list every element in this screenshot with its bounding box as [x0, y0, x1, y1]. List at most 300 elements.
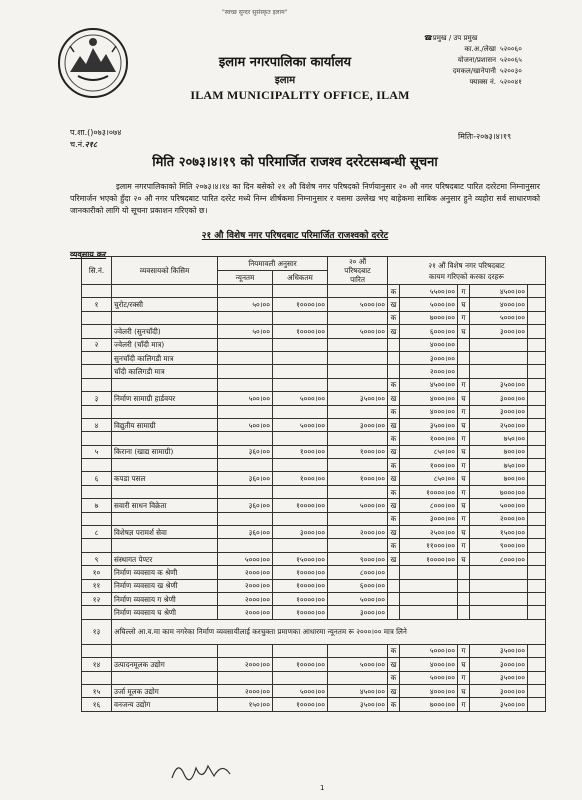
contact-value: ५२००६० — [500, 45, 522, 53]
table-row — [82, 658, 546, 671]
row-spacer — [528, 485, 546, 498]
row-grade-a — [388, 592, 400, 605]
row-business: उत्पादनमूलक उद्योग — [112, 658, 218, 671]
row-spacer — [528, 432, 546, 445]
row-grade-b — [458, 579, 470, 592]
contact-value: ५२००६५ — [500, 56, 522, 64]
row-max: ३०००।०० — [273, 526, 328, 539]
contact-row — [424, 44, 544, 55]
row-grade-a-value: ४५००।०० — [400, 378, 458, 391]
row-spacer — [528, 592, 546, 605]
row-max — [273, 378, 328, 391]
row-grade-b-value: २५००।०० — [470, 418, 528, 431]
row-sn — [82, 671, 112, 684]
row-grade-b: घ — [458, 472, 470, 485]
row-council20: १०००।०० — [328, 472, 388, 485]
row-max: १००००।०० — [273, 499, 328, 512]
row-grade-a: क — [388, 644, 400, 657]
row-spacer — [528, 539, 546, 552]
row-sn: ६ — [82, 472, 112, 485]
row-grade-a-value: ३०००।०० — [400, 351, 458, 364]
row-grade-a-value: ३०००।०० — [400, 512, 458, 525]
row-grade-a-value: ८५०।०० — [400, 445, 458, 458]
row-spacer — [528, 472, 546, 485]
table-row — [82, 392, 546, 405]
row-business: चुरोट/रक्सी — [112, 298, 218, 311]
row-grade-b-value: ९०००।०० — [470, 539, 528, 552]
row-sn: ९ — [82, 552, 112, 565]
row-grade-a-value: ७०००।०० — [400, 311, 458, 324]
header-council20 — [328, 257, 388, 285]
row-grade-a: क — [388, 459, 400, 472]
row-max — [273, 311, 328, 324]
row-business — [112, 539, 218, 552]
row-sn — [82, 378, 112, 391]
row-council20: ४५००।०० — [328, 684, 388, 697]
row-grade-b-value: ३०००।०० — [470, 325, 528, 338]
row-grade-a: क — [388, 671, 400, 684]
contact-row — [424, 55, 544, 66]
row-grade-b-value — [470, 579, 528, 592]
row-grade-b — [458, 606, 470, 619]
row-min: ५०।०० — [218, 298, 273, 311]
table-row — [82, 405, 546, 418]
row-spacer — [528, 285, 546, 298]
row-grade-b: घ — [458, 552, 470, 565]
row-sn — [82, 539, 112, 552]
row-business: सवारी साधन विक्रेता — [112, 499, 218, 512]
row-business — [112, 311, 218, 324]
row-grade-a: ख — [388, 526, 400, 539]
row-min — [218, 405, 273, 418]
row-grade-a: क — [388, 512, 400, 525]
row-grade-b — [458, 592, 470, 605]
row-grade-b: ग — [458, 378, 470, 391]
row-business — [112, 459, 218, 472]
row-council20: ६०००।०० — [328, 579, 388, 592]
row-max — [273, 432, 328, 445]
row-grade-b-value: ३५००।०० — [470, 698, 528, 711]
row-grade-a-value — [400, 592, 458, 605]
row-max — [273, 512, 328, 525]
header-sn: सि.नं. — [82, 257, 112, 285]
contact-label: दमकल/खानेपानी — [452, 67, 496, 75]
table-row — [82, 351, 546, 364]
row-grade-b-value: ८०००।०० — [470, 552, 528, 565]
contact-value: ५२००३० — [500, 67, 522, 75]
row-grade-b: घ — [458, 499, 470, 512]
row-grade-b: ग — [458, 671, 470, 684]
row-sn — [82, 405, 112, 418]
row-max: ५०००।०० — [273, 392, 328, 405]
row-council20: ५०००।०० — [328, 325, 388, 338]
row-grade-b: ग — [458, 698, 470, 711]
row-grade-b-value: ३०००।०० — [470, 405, 528, 418]
row-max: १५०००।०० — [273, 552, 328, 565]
row-grade-b: ग — [458, 512, 470, 525]
row-business: निर्माण व्यवसाय क श्रेणी — [112, 566, 218, 579]
row-grade-b: ग — [458, 485, 470, 498]
row-grade-b-value — [470, 338, 528, 351]
row-min: २०००।०० — [218, 579, 273, 592]
table-subheading: २१ औ विशेष नगर परिषदबाट परिमार्जित राजश्वको दररेट — [201, 231, 389, 241]
row-spacer — [528, 405, 546, 418]
row-grade-a-value: २५००।०० — [400, 526, 458, 539]
issue-date — [458, 131, 511, 142]
header-max: अधिकतम — [273, 271, 328, 285]
row-grade-b — [458, 351, 470, 364]
row-grade-b-value: ३५००।०० — [470, 671, 528, 684]
row-min — [218, 378, 273, 391]
row-council20 — [328, 459, 388, 472]
row-council20 — [328, 338, 388, 351]
row-grade-a-value: ८०००।०० — [400, 499, 458, 512]
ps-label: प.शा.( — [70, 128, 91, 137]
row-council20: ५०००।०० — [328, 298, 388, 311]
row-grade-a: क — [388, 539, 400, 552]
row-grade-a: क — [388, 378, 400, 391]
row-min: २०००।०० — [218, 684, 273, 697]
table-row — [82, 619, 546, 644]
row-council20 — [328, 644, 388, 657]
row-council20 — [328, 671, 388, 684]
row-grade-a: क — [388, 432, 400, 445]
row-grade-a-value: ७०००।०० — [400, 698, 458, 711]
row-grade-b-value: ३०००।०० — [470, 392, 528, 405]
row-max: ५०००।०० — [273, 418, 328, 431]
row-grade-b-value: ४०००।०० — [470, 298, 528, 311]
row-grade-b: घ — [458, 298, 470, 311]
row-sn — [82, 459, 112, 472]
row-max: १००००।०० — [273, 579, 328, 592]
row-grade-a — [388, 606, 400, 619]
row-sn: १६ — [82, 698, 112, 711]
row-council20: ३५००।०० — [328, 698, 388, 711]
row-grade-a-value: ५५००।०० — [400, 285, 458, 298]
contact-label: ☎प्रमुख / उप प्रमुख — [424, 34, 478, 42]
row-grade-a: ख — [388, 325, 400, 338]
office-place-nepali: इलाम — [274, 75, 296, 86]
row-min — [218, 351, 273, 364]
row-council20: ५०००।०० — [328, 658, 388, 671]
row-grade-b-value — [470, 606, 528, 619]
ps-value: )०७३।०७४ — [90, 128, 122, 137]
row-grade-b: घ — [458, 658, 470, 671]
row-sn — [82, 365, 112, 378]
row-min: ३६०।०० — [218, 499, 273, 512]
row-business: किराना (खाद्य सामाग्री) — [112, 445, 218, 458]
row-grade-a: ख — [388, 392, 400, 405]
row-council20 — [328, 365, 388, 378]
row-sn — [82, 512, 112, 525]
row-min: ५००।०० — [218, 392, 273, 405]
row-grade-a-value: २०००।०० — [400, 365, 458, 378]
row-council20 — [328, 285, 388, 298]
row-min: १५०।०० — [218, 698, 273, 711]
row-max: १००००।०० — [273, 658, 328, 671]
office-title-nepali: इलाम नगरपालिका कार्यालय — [218, 55, 352, 70]
row-council20: ५०००।०० — [328, 499, 388, 512]
row-spacer — [528, 338, 546, 351]
row-business — [112, 378, 218, 391]
row-max: १०००।०० — [273, 472, 328, 485]
row-sn: १३ — [82, 619, 112, 644]
row-min — [218, 311, 273, 324]
row-grade-a-value: १०००।०० — [400, 432, 458, 445]
tax-rate-table — [81, 256, 546, 712]
row-grade-b: ग — [458, 405, 470, 418]
row-sn: २ — [82, 338, 112, 351]
row-council20: ९०००।०० — [328, 552, 388, 565]
row-spacer — [528, 552, 546, 565]
row-business: निर्माण व्यवसाय ग श्रेणी — [112, 592, 218, 605]
row-spacer — [528, 684, 546, 697]
row-max — [273, 338, 328, 351]
row-max — [273, 644, 328, 657]
row-spacer — [528, 566, 546, 579]
row-min: ३६०।०० — [218, 445, 273, 458]
row-grade-b-value — [470, 365, 528, 378]
row-grade-b: ग — [458, 285, 470, 298]
row-council20 — [328, 485, 388, 498]
row-business: विद्युतीय सामाग्री — [112, 418, 218, 431]
row-min — [218, 432, 273, 445]
row-spacer — [528, 325, 546, 338]
row-grade-a: क — [388, 485, 400, 498]
row-sn — [82, 285, 112, 298]
row-grade-b: घ — [458, 418, 470, 431]
row-sn — [82, 644, 112, 657]
row-grade-a-value: ४०००।०० — [400, 338, 458, 351]
row-sn — [82, 606, 112, 619]
row-grade-b-value: ५०००।०० — [470, 499, 528, 512]
row-grade-b — [458, 338, 470, 351]
ps-reference — [70, 127, 121, 138]
row-grade-a-value: ३५००।०० — [400, 418, 458, 431]
row-max: १०००।०० — [273, 445, 328, 458]
row-business — [112, 644, 218, 657]
row-min: ५०००।०० — [218, 552, 273, 565]
contact-row — [424, 77, 544, 88]
row-council20 — [328, 378, 388, 391]
row-grade-a — [388, 365, 400, 378]
contact-value — [500, 33, 544, 44]
row-grade-b: घ — [458, 325, 470, 338]
row-grade-a: ख — [388, 658, 400, 671]
row-business: ज्वेलरी (चाँदी मात्र) — [112, 338, 218, 351]
row-council20: १०००।०० — [328, 445, 388, 458]
row-grade-b: घ — [458, 392, 470, 405]
contact-label: योजना/प्रशासन — [457, 56, 496, 64]
row-grade-a-value: १००००।०० — [400, 485, 458, 498]
row-sn — [82, 432, 112, 445]
row-grade-a-value: ८५०।०० — [400, 472, 458, 485]
page-number: 1 — [320, 784, 325, 792]
row-sn: १ — [82, 298, 112, 311]
contact-label: फ्याक्स नं. — [469, 78, 496, 86]
row-business: ज्वेलरी (सुनचाँदी) — [112, 325, 218, 338]
row-sn — [82, 311, 112, 324]
row-grade-a-value: १००००।०० — [400, 552, 458, 565]
row-grade-a: ख — [388, 552, 400, 565]
row-min — [218, 512, 273, 525]
header-council20-line: २० औं — [348, 257, 367, 266]
row-spacer — [528, 512, 546, 525]
row-grade-a-value: १०००।०० — [400, 459, 458, 472]
row-min — [218, 338, 273, 351]
row-spacer — [528, 365, 546, 378]
table-row — [82, 459, 546, 472]
row-grade-b-value — [470, 351, 528, 364]
row-grade-a — [388, 579, 400, 592]
row-business: सुनचाँदी कालिगडी मात्र — [112, 351, 218, 364]
row-max: ५०००।०० — [273, 684, 328, 697]
row-grade-a: क — [388, 698, 400, 711]
row-grade-b: ग — [458, 459, 470, 472]
header-council20-line: परिषदबाट — [344, 266, 371, 275]
row-business: संस्थागत पेण्टर — [112, 552, 218, 565]
row-council20: ३५००।०० — [328, 392, 388, 405]
row-grade-a: ख — [388, 418, 400, 431]
cn-reference — [70, 139, 97, 150]
row-business — [112, 512, 218, 525]
row-grade-a: ख — [388, 298, 400, 311]
row-min: ५०।०० — [218, 325, 273, 338]
row-spacer — [528, 311, 546, 324]
row-grade-b-value — [470, 592, 528, 605]
table-row — [82, 365, 546, 378]
row-max — [273, 405, 328, 418]
table-row — [82, 552, 546, 565]
table-row — [82, 606, 546, 619]
row-grade-a-value: ४०००।०० — [400, 684, 458, 697]
row-sn — [82, 325, 112, 338]
row-business: निर्माण सामाग्री हार्डवयर — [112, 392, 218, 405]
contact-block — [424, 33, 544, 88]
row-grade-b: ग — [458, 432, 470, 445]
row-grade-b-value: ३०००।०० — [470, 684, 528, 697]
table-row — [82, 499, 546, 512]
row-spacer — [528, 671, 546, 684]
row-grade-a — [388, 338, 400, 351]
row-council20: ८०००।०० — [328, 566, 388, 579]
row-business — [112, 405, 218, 418]
row-grade-b: घ — [458, 684, 470, 697]
nepal-emblem-logo — [56, 26, 130, 100]
row-grade-b-value: २०००।०० — [470, 512, 528, 525]
table-row — [82, 298, 546, 311]
table-row — [82, 432, 546, 445]
row-sn: ४ — [82, 418, 112, 431]
row-grade-a-value: ५०००।०० — [400, 298, 458, 311]
row-spacer — [528, 445, 546, 458]
row-council20 — [328, 405, 388, 418]
row-min — [218, 285, 273, 298]
row-max: १००००।०० — [273, 325, 328, 338]
row-spacer — [528, 351, 546, 364]
row-max — [273, 539, 328, 552]
table-row — [82, 684, 546, 697]
row-max — [273, 351, 328, 364]
row-min: २०००।०० — [218, 566, 273, 579]
table-row — [82, 526, 546, 539]
header-council21-line: कायम गरिएको करका दरहरू — [429, 271, 504, 281]
row-spacer — [528, 606, 546, 619]
table-row — [82, 418, 546, 431]
row-council20: ३०००।०० — [328, 418, 388, 431]
row-business: विशेषज्ञ परामर्श सेवा — [112, 526, 218, 539]
header-council21-line: २१ औं विशेष नगर परिषदबाट — [428, 260, 505, 270]
contact-label: का.अ./लेखा — [464, 45, 496, 53]
row-grade-a-value: ४०००।०० — [400, 392, 458, 405]
row-grade-b — [458, 566, 470, 579]
row-business: निर्माण व्यवसाय ख श्रेणी — [112, 579, 218, 592]
contact-row — [424, 66, 544, 77]
row-spacer — [528, 298, 546, 311]
row-grade-b: ग — [458, 644, 470, 657]
row-grade-a-value — [400, 606, 458, 619]
row-sn: ७ — [82, 499, 112, 512]
row-min: २०००।०० — [218, 658, 273, 671]
row-max — [273, 485, 328, 498]
row-business — [112, 671, 218, 684]
row-spacer — [528, 392, 546, 405]
cn-value: २१८ — [84, 140, 98, 149]
row-council20 — [328, 432, 388, 445]
row-grade-b: घ — [458, 526, 470, 539]
row-business — [112, 485, 218, 498]
row-grade-a-value — [400, 579, 458, 592]
row-min — [218, 671, 273, 684]
table-row — [82, 285, 546, 298]
date-label: मितिः- — [458, 132, 476, 141]
row-note: अघिल्लो आ.व.मा काम नगरेका निर्माण व्यवसायीलाई करचुक्ता प्रमाणका आधारमा न्यूनतम रू २०००।०० मात्र लिने — [112, 619, 546, 644]
row-grade-b-value: ७००।०० — [470, 472, 528, 485]
row-sn: १५ — [82, 684, 112, 697]
row-business: चाँदी कालिगडी मात्र — [112, 365, 218, 378]
row-max: १००००।०० — [273, 698, 328, 711]
table-row — [82, 566, 546, 579]
row-business: वनजन्य उद्योग — [112, 698, 218, 711]
row-grade-a — [388, 566, 400, 579]
row-min — [218, 459, 273, 472]
row-grade-a: क — [388, 405, 400, 418]
table-row — [82, 472, 546, 485]
row-grade-a-value — [400, 566, 458, 579]
row-council20 — [328, 351, 388, 364]
table-row — [82, 644, 546, 657]
row-grade-b-value: ७००।०० — [470, 445, 528, 458]
row-grade-b-value — [470, 566, 528, 579]
row-grade-b-value: ४५००।०० — [470, 285, 528, 298]
row-grade-a: ख — [388, 684, 400, 697]
row-grade-b-value: ३५००।०० — [470, 378, 528, 391]
row-sn — [82, 351, 112, 364]
row-max: १००००।०० — [273, 298, 328, 311]
row-grade-a-value: ६०००।०० — [400, 325, 458, 338]
row-sn: १२ — [82, 592, 112, 605]
row-council20 — [328, 512, 388, 525]
notice-paragraph: इलाम नगरपालिकाको मिति २०७३।४।१४ का दिन बसेको २१ औ विशेष नगर परिषदको निर्णयानुसार २० औ नगर परिषदबाट पारित दररेटमा निम्नानुसार परिमार्जन भएको हुँदा २० औ नगर परिषदबाट पारित दररेट मध्ये निम्न शीर्षकमा निम्नानुसार र यसमा उल्लेख भए बाहेकमा साबिक अनुसार हुने व्यहोरा सर्व साधारणको जानकारीको लागि यो सूचना प्रकाशन गरिएको छ। — [70, 182, 540, 215]
row-business — [112, 432, 218, 445]
cn-label: च.नं. — [70, 140, 85, 149]
row-grade-a-value: ५०००।०० — [400, 644, 458, 657]
row-grade-b: ग — [458, 539, 470, 552]
table-row — [82, 485, 546, 498]
row-grade-b-value: ५०००।०० — [470, 311, 528, 324]
row-spacer — [528, 579, 546, 592]
row-business: उर्जा मूलक उद्योग — [112, 684, 218, 697]
